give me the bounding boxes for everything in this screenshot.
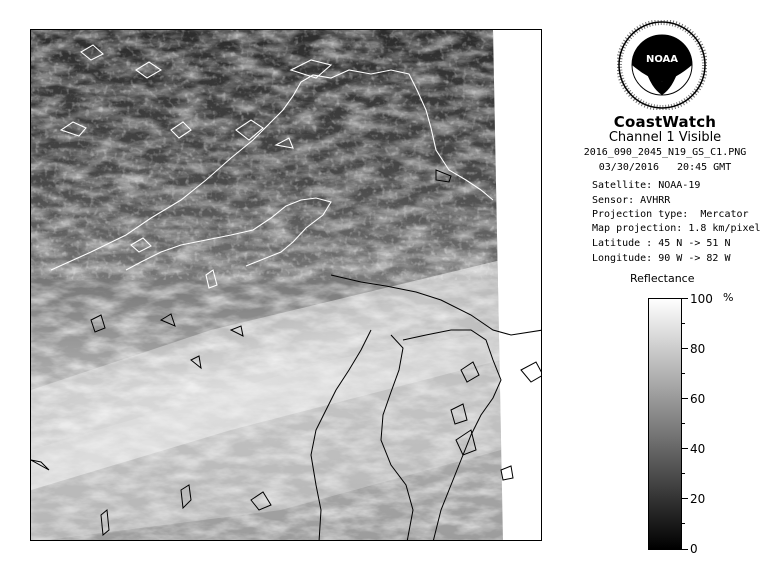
colorbar-minor-tick [682,323,685,324]
colorbar-tick [682,549,688,550]
logo-text: NOAA [645,54,679,65]
legend-unit: % [723,291,734,304]
reflectance-colorbar [648,298,682,550]
colorbar-tick [682,298,688,299]
date-time: 03/30/2016 20:45 GMT [598,162,732,173]
colorbar-minor-tick [682,373,685,374]
satellite-info: Satellite: NOAA-19 [592,180,701,191]
colorbar-label-20: 20 [690,492,706,506]
map-projection-info: Map projection: 1.8 km/pixel [592,223,761,234]
noaa-seal-icon [617,20,707,110]
latitude-info: Latitude : 45 N -> 51 N [592,238,731,249]
product-title: CoastWatch [613,113,717,131]
satellite-map [30,29,542,541]
colorbar-label-80: 80 [690,342,706,356]
colorbar-minor-tick [682,523,685,524]
channel-subtitle: Channel 1 Visible [608,130,722,145]
map-canvas [31,30,542,541]
colorbar-label-40: 40 [690,442,706,456]
longitude-info: Longitude: 90 W -> 82 W [592,253,731,264]
colorbar-label-100: 100 [690,292,713,306]
sensor-info: Sensor: AVHRR [592,195,671,206]
colorbar-minor-tick [682,423,685,424]
satellite-imagery [31,30,542,541]
noaa-logo [617,20,707,110]
colorbar-tick [682,398,688,399]
colorbar-tick [682,498,688,499]
colorbar-tick [682,448,688,449]
projection-type-info: Projection type: Mercator [592,209,749,220]
legend-title: Reflectance [630,272,695,285]
colorbar-label-0: 0 [690,542,698,556]
colorbar-minor-tick [682,473,685,474]
file-name: 2016_090_2045_N19_GS_C1.PNG [583,147,747,158]
colorbar-label-60: 60 [690,392,706,406]
colorbar-tick [682,348,688,349]
